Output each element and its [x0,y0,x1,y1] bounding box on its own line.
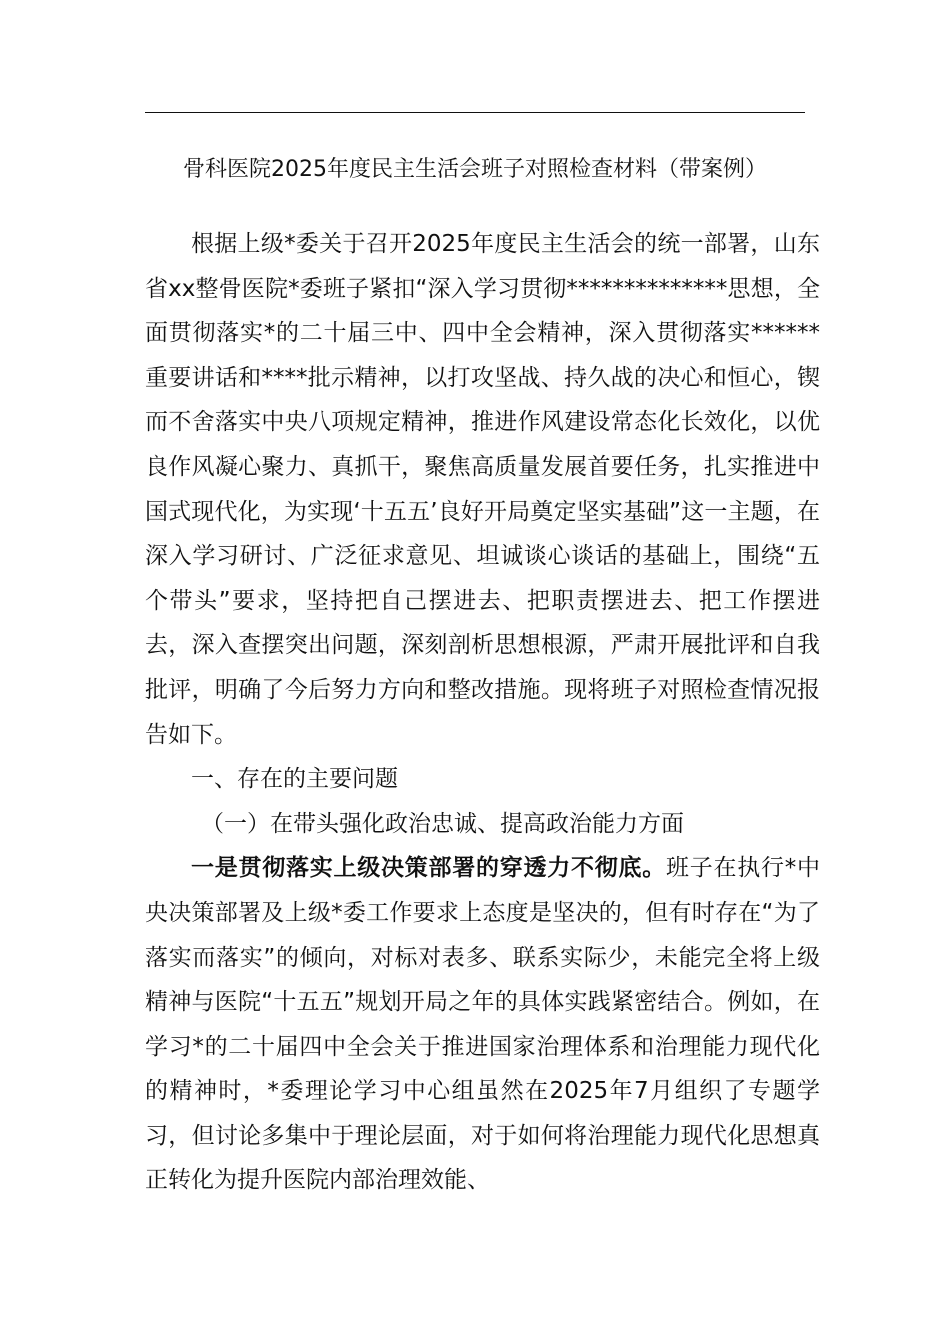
document-title: 骨科医院2025年度民主生活会班子对照检查材料（带案例） [183,157,767,182]
intro-paragraph: 根据上级*委关于召开2025年度民主生活会的统一部署，山东省xx整骨医院*委班子紧扣“深入学习贯彻**************思想，全面贯彻落实*的二十届三中、四中全会精神，深入贯彻落实******重要讲话和****批示精神，以打攻坚战、持久战的决心和恒心，锲而不舍落实中央八项规定精神，推进作风建设常态化长效化，以优良作风凝心聚力、真抓干，聚焦高质量发展首要任务，扎实推进中国式现代化，为实现‘十五五’良好开局奠定坚实基础”这一主题，在深入学习研讨、广泛征求意见、坦诚谈心谈话的基础上，围绕“五个带头”要求，坚持把自己摆进去、把职责摆进去、把工作摆进去，深入查摆突出问题，深刻剖析思想根源，严肃开展批评和自我批评，明确了今后努力方向和整改措施。现将班子对照检查情况报告如下。 [145,231,820,748]
point-one-lead: 一是贯彻落实上级决策部署的穿透力不彻底。 [191,855,666,882]
document-body [145,222,820,1203]
point-one-paragraph [145,846,820,1203]
header-rule [145,112,805,113]
point-one-body: 班子在执行*中央决策部署及上级*委工作要求上态度是坚决的，但有时存在“为了落实而落实”的倾向，对标对表多、联系实际少，未能完全将上级精神与医院“十五五”规划开局之年的具体实践紧密结合。例如，在学习*的二十届四中全会关于推进国家治理体系和治理能力现代化的精神时，*委理论学习中心组虽然在2025年7月组织了专题学习，但讨论多集中于理论层面，对于如何将治理能力现代化思想真正转化为提升医院内部治理效能、 [145,855,820,1194]
section-heading: 一、存在的主要问题 [191,766,398,793]
subsection-heading: （一）在带头强化政治忠诚、提高政治能力方面 [201,810,684,837]
